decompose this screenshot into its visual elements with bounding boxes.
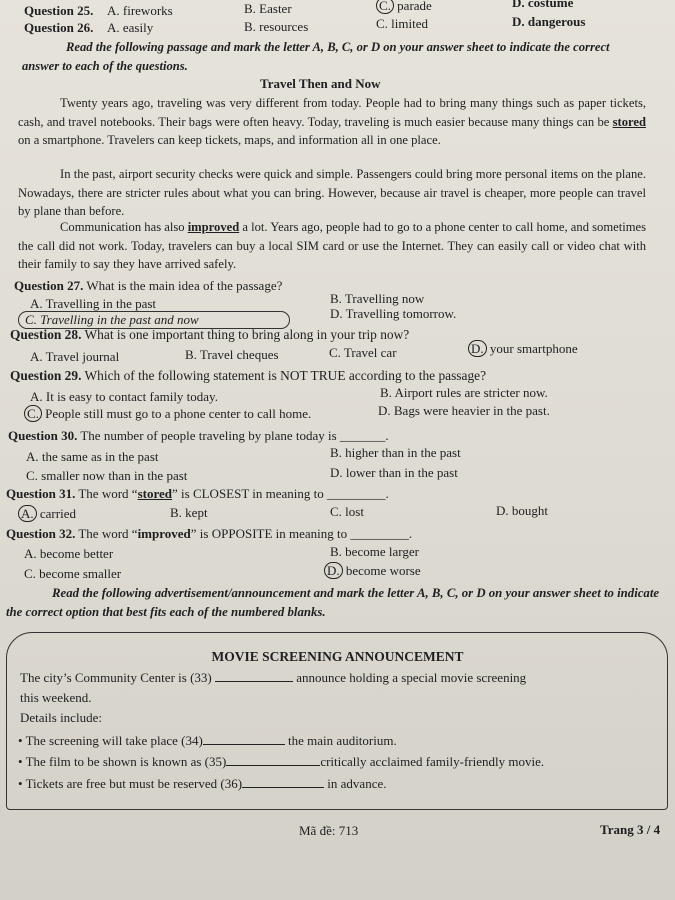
q27-label: Question 27. — [14, 278, 84, 293]
q30-stem — [8, 428, 389, 444]
blank-36 — [242, 777, 324, 788]
q30-text: The number of people traveling by plane today is _______. — [80, 428, 389, 443]
p3-word-improved: improved — [187, 220, 240, 234]
q30-option-b: B. higher than in the past — [330, 445, 461, 460]
reading-instruction: Read the following passage and mark the letter A, B, C, or D on your answer sheet to indicate the correct answer to each of the questions. — [22, 40, 610, 73]
exam-code: Mã đề: 713 — [299, 823, 359, 838]
q25-label: Question 25. — [24, 3, 94, 18]
q29-stem — [10, 368, 486, 384]
q28-text: What is one important thing to bring along in your trip now? — [84, 327, 410, 342]
q26-option-d: D. dangerous — [512, 14, 586, 29]
q30-option-a: A. the same as in the past — [26, 449, 159, 464]
q32-label: Question 32. — [6, 526, 76, 541]
q27-option-b: B. Travelling now — [330, 291, 425, 306]
b1-text-b: the main auditorium. — [288, 733, 397, 748]
q25-option-a: A. fireworks — [107, 3, 173, 18]
p1-text-a: Twenty years ago, traveling was very different from today. People had to bring many things such as paper tickets, cash, and travel notebooks. Their bags were often heavy. Today, traveling is much easier because many things can be — [18, 96, 646, 129]
blank-34 — [203, 734, 285, 745]
passage-paragraph-1 — [18, 94, 646, 150]
b3-text-b: in advance. — [327, 776, 387, 791]
q30-option-c: C. smaller now than in the past — [26, 468, 188, 483]
q29-text: Which of the following statement is NOT TRUE according to the passage? — [84, 368, 487, 383]
q30-option-d: D. lower than in the past — [330, 465, 458, 480]
q29-option-d: D. Bags were heavier in the past. — [378, 403, 550, 418]
blank-33 — [215, 671, 293, 682]
q25-option-b: B. Easter — [244, 1, 292, 16]
answer-circle: D. — [468, 340, 487, 357]
q28-stem — [10, 327, 409, 343]
line1-text-b: announce holding a special movie screening — [296, 670, 527, 685]
q32-option-d-text: become worse — [342, 563, 421, 578]
q29-option-b: B. Airport rules are stricter now. — [380, 385, 548, 400]
q31-stem — [6, 486, 389, 502]
b1-text-a: • The screening will take place (34) — [18, 733, 203, 748]
q26-option-a: A. easily — [107, 20, 154, 35]
q32-text-b: ” is OPPOSITE in meaning to _________. — [190, 526, 413, 541]
announcement-bullet-3 — [18, 776, 387, 792]
q27-option-c: C. Travelling in the past and now — [18, 311, 290, 329]
answer-circle: C. — [24, 405, 42, 422]
q28-option-a: A. Travel journal — [30, 349, 120, 364]
q29-option-c-text: People still must go to a phone center to call home. — [41, 406, 312, 421]
q31-option-a — [18, 506, 76, 522]
q29-option-a: A. It is easy to contact family today. — [30, 389, 218, 404]
announcement-bullet-2 — [18, 754, 544, 770]
p3-text-b: a lot. Years ago, people had to go to a phone center to call home, and sometimes the call did not work. Today, travelers can buy a local SIM card or use the Internet. They can easily call or video chat with their family to say they have arrived safely. — [18, 220, 647, 271]
q32-option-d — [324, 563, 421, 579]
q31-label: Question 31. — [6, 486, 76, 501]
q29-label: Question 29. — [10, 368, 82, 383]
q32-text-a: The word “ — [78, 526, 138, 541]
b2-text-a: • The film to be shown is known as (35) — [18, 754, 227, 769]
p1-text-b: on a smartphone. Travelers can keep tickets, maps, and information all in one place. — [18, 133, 441, 147]
announcement-line-2: this weekend. — [20, 690, 92, 705]
q26-option-b: B. resources — [244, 19, 309, 34]
answer-circle: D. — [324, 562, 343, 579]
q31-text-a: The word “ — [78, 486, 138, 501]
passage-paragraph-3 — [18, 218, 646, 274]
q27-stem — [14, 278, 282, 294]
q28-option-d — [468, 341, 578, 357]
q32-word: improved — [137, 526, 191, 541]
answer-circle: C. — [376, 0, 394, 14]
passage-title: Travel Then and Now — [260, 76, 381, 91]
q29-option-c — [24, 406, 311, 422]
p1-word-stored: stored — [612, 114, 646, 129]
q25-option-d: D. costume — [512, 0, 574, 10]
q27-text: What is the main idea of the passage? — [86, 278, 283, 293]
announcement-line-1 — [20, 670, 526, 686]
page-number: Trang 3 / 4 — [600, 822, 661, 837]
p3-text-a: Communication has also — [60, 220, 188, 234]
q31-option-d: D. bought — [496, 503, 548, 518]
answer-circle: A. — [18, 505, 37, 522]
blank-35 — [226, 755, 320, 766]
q32-stem — [6, 526, 412, 542]
q32-option-b: B. become larger — [330, 544, 419, 559]
line1-text-a: The city’s Community Center is (33) — [20, 670, 212, 685]
q31-option-b: B. kept — [170, 505, 208, 520]
q27-option-d: D. Travelling tomorrow. — [330, 306, 457, 321]
q31-text-b: ” is CLOSEST in meaning to _________. — [172, 486, 389, 501]
q25-option-c-text: parade — [393, 0, 432, 13]
b3-text-a: • Tickets are free but must be reserved (36) — [18, 776, 243, 791]
q26-option-c: C. limited — [376, 16, 428, 31]
q31-option-a-text: carried — [36, 506, 76, 521]
q26-label: Question 26. — [24, 20, 94, 35]
announcement-instruction: Read the following advertisement/announcement and mark the letter A, B, C, or D on your answer sheet to indicate the correct option that best fits each of the numbered blanks. — [6, 586, 660, 619]
b2-text-b: critically acclaimed family-friendly movie. — [320, 754, 545, 769]
announcement-details-heading: Details include: — [20, 710, 102, 725]
announcement-title: MOVIE SCREENING ANNOUNCEMENT — [211, 649, 464, 664]
q31-word: stored — [137, 486, 172, 501]
announcement-bullet-1 — [18, 733, 397, 749]
q30-label: Question 30. — [8, 428, 78, 443]
passage-paragraph-2: In the past, airport security checks were quick and simple. Passengers could bring more personal items on the plane. Nowadays, there are stricter rules about what you can bring. However, because air travel is cheaper, more people can travel by plane than before. — [18, 167, 646, 218]
q28-option-b: B. Travel cheques — [185, 347, 279, 362]
q28-label: Question 28. — [10, 327, 82, 342]
q32-option-c: C. become smaller — [24, 566, 122, 581]
q32-option-a: A. become better — [24, 546, 114, 561]
q27-option-a: A. Travelling in the past — [30, 296, 157, 311]
q25-option-c — [376, 0, 432, 14]
q28-option-c: C. Travel car — [329, 345, 397, 360]
q28-option-d-text: your smartphone — [486, 341, 578, 356]
q31-option-c: C. lost — [330, 504, 364, 519]
